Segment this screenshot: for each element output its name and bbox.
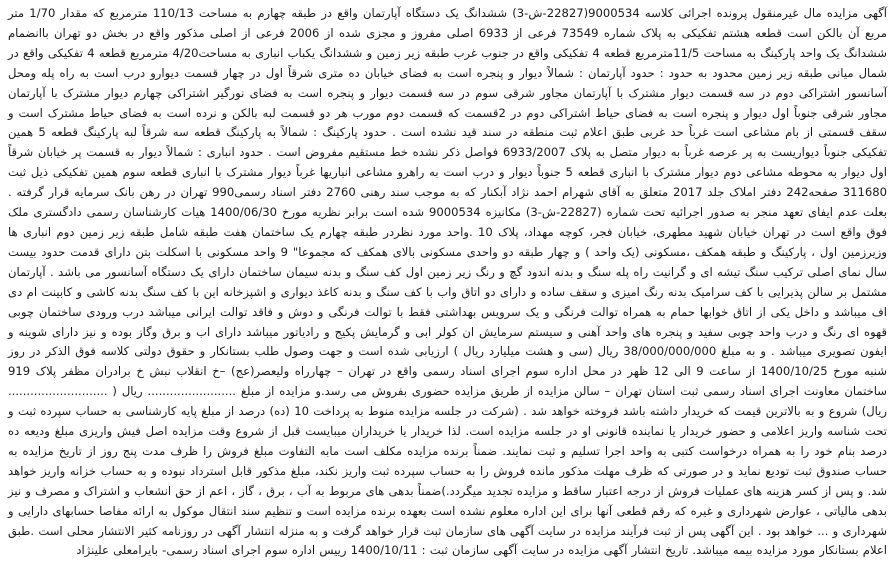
notice-body-text: آگهی مزایده مال غیرمنقول پرونده اجرائی کلاسه 9000534(22827-ش-3) ششدانگ یک دستگاه آپارتمان واقع در طبقه چهارم به مساحت 110/13 مترمربع که مقدار 1/70 متر مربع آن بالکن است قطعه هشتم تفکیکی به پلاک شماره 73549 فرعی از 6933 اصلی مفروز و مجزی شده از 2006 فرعی از اصلی مذکور واقع در بخش دو تهران باانضمام ششدانگ یک واحد پارکینگ به مساحت 11/5مترمربع قطعه 4 تفکیکی واقع در جنوب غرب طبقه زیر زمین و ششدانگ یکباب انباری به مساحت4/20 مترمربع قطعه 4 تفکیکی واقع در شمال میانی طبقه زیر زمین محدود به حدود : حدود آپارتمان : شمالاً دیوار و پنجره است به فضای خیابان ده متری شرقاً اول در چهار قسمت دیوارو درب است به راه پله ومحل آسانسور اشتراکی دوم در سه قسمت دیوار مشترک با آپارتمان مجاور شرقی سوم در سه قسمت دیوار و پنجره است به فضای نورگیر اشتراکی چهارم دیوار مشترک با آپارتمان مجاور شرقی جنوباً اول دیوار و پنجره است به فضای حیاط اشتراکی دوم در 2قسمت که قسمت دوم مورب هر دو قسمت لبه بالکن و نرده است به فضای حیاط مشترک است و سقف قسمتی از بام مشاعی است غرباً حد غربی طبق اعلام ثبت منطقه در سند قید نشده است . حدود پارکینگ : شمالاً به پارکینگ قطعه سه شرقاً لبه پارکینگ قطعه 5 همین تفکیکی جنوباً دیواریست به پر عرصه غرباً به دیوار متصل به پلاک 6933/2007 فواصل ذکر نشده خط مستقیم مفروض است . حدود انباری : شمالاً دیوار به قسمت پر خیابان شرقاً اول دیوار به محوطه مشاعی دوم دیوار مشترک با انباری قطعه 5 جنوباً دیوار و درب است به راهرو مشاعی انباریها غرباً دیوار مشترک با انباری قطعه سوم همین تفکیکی ذیل ثبت 311680 صفحه242 دفتر املاک جلد 2017 متعلق به آقای شهرام احمد نژاد آبکنار که به موجب سند رهنی 2760 دفتر اسناد رسمی990 تهران در رهن بانک سرمایه قرار گرفته . بعلت عدم ایفای تعهد منجر به صدور اجرائیه تحت شماره (22827-ش-3) مکانیزه 9000534 شده است برابر نظریه مورخ 1400/06/30 هیات کارشناسان رسمی دادگستری ملک فوق واقع است در تهران خیابان شهید مطهری، خیابان فجر، کوچه مهداد، پلاک 10 .واحد مورد نظردر طبقه چهارم یک ساختمان هفت طبقه شامل طبقه زیر زمین دوم انباری ها وزیرزمین اول ، پارکینگ و طبقه همکف ،مسکونی (یک واحد ) و چهار طبقه دو واحدی مسکونی بالای همکف که مجموعا" 9 واحد مسکونی با اسکلت بتن دارای قدمت حدود بیست سال نمای اصلی ترکیب سنگ تیشه ای و گرانیت راه پله سنگ و بدنه اندود گچ و رنگ زیر زمین اول کف سنگ و بدنه سیمان ساختمان دارای یک دستگاه آسانسور می باشد . آپارتمان مشتمل بر سالن پذیرایی با کف سرامیک بدنه رنگ امیزی و سقف ساده و دارای دو اتاق واب با کف سنگ و بدنه کاغذ دیواری و اشپزخانه این با کف سنگ بدنه کاشی و کابینت ام دی اف میباشد و داخل یکی از اتاق خوابها حمام به همراه توالت فرنگی و یک سرویس بهداشتی فقط با توالت فرنگی و دوش و فاقد توالت ایرانی میباشد درب ورودی ساختمان چوبی قهوه ای رنگ و درب واحد چوبی سفید و پنجره های واحد آهنی و سیستم سرمایش ان کولر ابی و گرمایش پکیج و رادیاتور میباشد دارای اب و برق وگاز بوده و نیز دارای شوینه و ایفون تصویری میباشد . و به مبلغ 38/000/000/000 ریال (سی و هشت میلیارد ریال ) ارزیابی شده است و جهت وصول طلب بستانکار و حقوق دولتی کلاسه فوق الذکر در روز شنبه مورخ 1400/10/25 از ساعت 9 الی 12 ظهر در محل اداره سوم اجرای اسناد رسمی واقع در تهران – چهارراه ولیعصر(عج) –خ انقلاب نبش خ برادران مظفر پلاک 919 ساختمان معاونت اجرای اسناد رسمی ثبت استان تهران – سالن مزایده از طریق مزایده حضوری بفروش می رسد.و مزایده از مبلغ ........................ ریال ( ........................... ریال) شروع و به بالاترین قیمت که خریدار داشته باشد فروخته خواهد شد . (شرکت در جلسه مزایده منوط به پرداخت 10 (ده) درصد از مبلغ پایه کارشناسی به حساب سپرده ثبت و تحت شناسه واریز اعلامی و حضور خریدار یا نماینده قانونی او در جلسه مزایده است. لذا خریدار یا خریداران میبایست قبل از شروع وقت مزایده اصل فیش واریزی مبلغ ودیعه ده درصد بنام خود را به همراه درخواست کتبی به واحد اجرا تسلیم و ثبت نمایند. ضمناً برنده مزایده مکلف است مابه التفاوت مبلغ فروش را ظرف مدت پنج روز از تاریخ مزایده به حساب صندوق ثبت تودیع نماید و در صورتی که ظرف مهلت مذکور مانده فروش را به حساب سپرده ثبت واریز نکند، مبلغ مذکور قابل استرداد نبوده و به حساب خزانه واریز خواهد شد. و پس از کسر هزینه های عملیات فروش از درجه اعتبار ساقط و مزایده تجدید میگردد.)ضمناً بدهی های مربوط به آب ، برق ، گاز ، اعم از حق انشعاب و اشتراک و مصرف و نیز بدهی مالیاتی ، عوارض شهرداری و غیره که رقم قطعی آنها برای این اداره معلوم نشده است بعهده برنده مزایده است و تنظیم سند انتقال موکول به ارائه مفاصا حسابهای دارایی و شهرداری و ... خواهد بود . این آگهی پس از ثبت فرآیند مزایده در سایت آگهی های سازمان ثبت قرار خواهد گرفت و به منزله انتشار آگهی در روزنامه کثیر الانتشار محلی است .طبق اعلام بستانکار مورد مزایده بیمه میباشد. تاریخ انتشار آگهی مزایده در سایت آگهی سازمان ثبت : 1400/10/11 رییس اداره سوم اجرای اسناد رسمی- بایرامعلی علینژاد [8,6,888,558]
